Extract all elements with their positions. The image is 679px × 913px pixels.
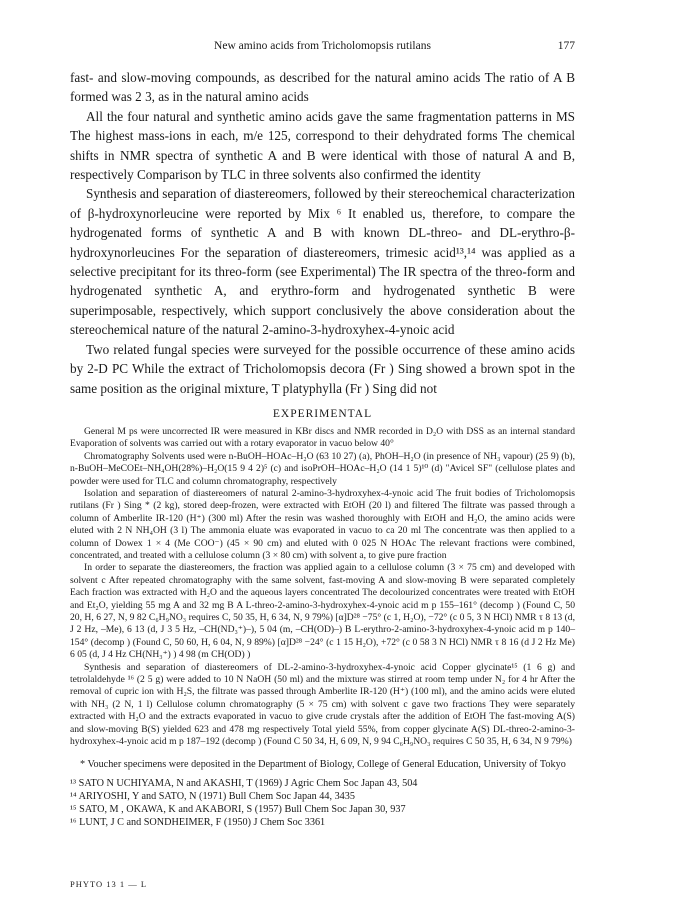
reference-item: ¹⁶ LUNT, J C and SONDHEIMER, F (1950) J Chem Soc 3361: [70, 817, 326, 829]
experimental-isolation: Isolation and separation of diastereomers of natural 2-amino-3-hydroxyhex-4-ynoic acid The fruit bodies of Tricholomopsis rutilans (Fr ) Sing * (2 kg), stored deep-frozen, were extracted with EtOH (20 l) and filtered The filtrate was passed through a column of Amberlite IR-120 (H⁺) (300 ml) After the resin was washed thoroughly with EtOH and H₂O, the amino acids were eluted with 2 N NH₄OH (3 l) The ammonia eluate was evaporated in vacuo to ca 20 ml The concentrate was then applied to a column of Dowex 1 × 4 (Me COO⁻) (45 × 90 cm) and eluted with 0 025 N HOAc The relevant fractions were combined, concentrated, and treated with a cellulose column (3 × 80 cm) with solvent a, to give pure fraction: [70, 487, 575, 561]
reference-item: ¹⁵ SATO, M , OKAWA, K and AKABORI, S (1957) Bull Chem Soc Japan 30, 937: [70, 804, 406, 816]
voucher-footnote: * Voucher specimens were deposited in the Department of Biology, College of General Education, University of Tokyo: [80, 759, 566, 771]
references-list: [70, 777, 575, 829]
journal-page: [70, 40, 575, 829]
body-paragraph-continuation: fast- and slow-moving compounds, as described for the natural amino acids The ratio of A B formed was 2 3, as in the natural amino acids: [70, 70, 575, 105]
section-heading-experimental: EXPERIMENTAL: [272, 407, 373, 420]
reference-item: ¹⁴ ARIYOSHI, Y and SATO, N (1971) Bull Chem Soc Japan 44, 3435: [70, 791, 355, 803]
body-paragraph-species: Two related fungal species were surveyed for the possible occurrence of these amino acids by 2-D PC While the extract of Tricholomopsis decora (Fr ) Sing showed a brown spot in the same position as the original mixture, T platyphylla (Fr ) Sing did not: [70, 341, 575, 396]
experimental-synthesis: Synthesis and separation of diastereomers of DL-2-amino-3-hydroxyhex-4-ynoic acid Copper glycinate¹⁵ (1 6 g) and tetrolaldehyde ¹⁶ (2 5 g) were added to 10 N NaOH (50 ml) and the mixture was stirred at room temp under N₂ for 4 hr After the removal of cupric ion with H₂S, the filtrate was passed through Amberlite IR-120 (H⁺) (100 ml), and the amino acids were eluted with NH₃ (2 N, 1 l) Cellulose column chromatography (5 × 75 cm) with solvent c gave two fractions They were separately extracted with H₂O and the extracts evaporated in vacuo to give crude crystals after the addition of EtOH The fast-moving A(S) and slow-moving B(S) yielded 623 and 478 mg respectively Total yield 55%, from copper glycinate A(S) DL-threo-2-amino-3-hydroxyhex-4-ynoic acid m p 187–192 (decomp ) (Found C 50 34, H, 6 09, N, 9 94 C₆H₉NO₃ requires C 50 35, H, 6 34, N 9 79%): [70, 661, 575, 748]
body-paragraph-ms: All the four natural and synthetic amino acids gave the same fragmentation patterns in MS The highest mass-ions in each, m/e 125, correspond to their dehydrated forms The chemical shifts in NMR spectra of synthetic A and B were identical with those of natural A and B, respectively Comparison by TLC in three solvents also confirmed the identity: [70, 108, 575, 183]
experimental-chromatography: Chromatography Solvents used were n-BuOH–HOAc–H₂O (63 10 27) (a), PhOH–H₂O (in presence of NH₃ vapour) (25 9) (b), n-BuOH–MeCOEt–NH₄OH(28%)–H₂O(15 9 4 2)⁵ (c) and isoPrOH–HOAc–H₂O (14 1 5)¹⁰ (d) "Avicel SF" (cellulose plates and powder were used for TLC and column chromatography, respectively: [70, 450, 575, 487]
footnote: [70, 758, 575, 771]
running-header: [70, 40, 575, 58]
page-footer-code: PHYTO 13 1 — L: [70, 879, 148, 889]
main-text: [70, 68, 575, 398]
experimental-separation: In order to separate the diastereomers, the fraction was applied again to a cellulose column (3 × 75 cm) and developed with solvent c After repeated chromatography with the same solvent, fast-moving A and slow-moving B were separated completely Each fraction was extracted with H₂O and the aqueous layers concentrated The decolourized concentrates were treated with EtOH and Et₂O, yielding 55 mg A and 32 mg B A L-threo-2-amino-3-hydroxyhex-4-ynoic acid m p 155–161° (decomp ) (Found C, 50 20, H, 6 27, N, 9 82 C₆H₉NO₃ requires C, 50 35, H, 6 34, N, 9 79%) [α]D²⁸ −75° (c 1, H₂O), −72° (c 0 5, 3 N HCl) NMR τ 8 13 (d, J 2 Hz, –Me), 6 13 (d, J 3 5 Hz, –CH(ND₃⁺)–), 5 04 (m, –CH(OD)–) B L-erythro-2-amino-3-hydroxyhex-4-ynoic acid m p 140–154° (decomp ) (Found C, 50 60, H, 6 04, N, 9 89%) [α]D²⁸ −24° (c 1 15 H₂O), +72° (c 0 58 3 N HCl) NMR τ 8 16 (d J 2 Hz Me) 6 05 (d, J 4 Hz CH(NH₃⁺) ) 4 98 (m CH(OD) ): [70, 562, 575, 661]
body-paragraph-synthesis: Synthesis and separation of diastereomers, followed by their stereochemical characterization of β-hydroxynorleucine were reported by Mix ⁶ It enabled us, therefore, to compare the hydrogenated forms of synthetic A and B with known DL-threo- and DL-erythro-β-hydroxynorleucines For the separation of diastereomers, trimesic acid¹³,¹⁴ was applied as a selective precipitant for its threo-form (see Experimental) The IR spectra of the threo-form and hydrogenated synthetic A, and erythro-form and hydrogenated synthetic B were superimposable, respectively, which support conclusively the above consideration about the stereochemical nature of the natural 2-amino-3-hydroxyhex-4-ynoic acid: [70, 186, 575, 338]
experimental-general: General M ps were uncorrected IR were measured in KBr discs and NMR recorded in D₂O with DSS as an internal standard Evaporation of solvents was carried out with a rotary evaporator in vacuo below 40°: [70, 425, 575, 450]
running-title: New amino acids from Tricholomopsis rutilans: [214, 40, 431, 52]
page-number: 177: [557, 40, 575, 52]
reference-item: ¹³ SATO N UCHIYAMA, N and AKASHI, T (1969) J Agric Chem Soc Japan 43, 504: [70, 778, 418, 790]
experimental-text: [70, 426, 575, 749]
